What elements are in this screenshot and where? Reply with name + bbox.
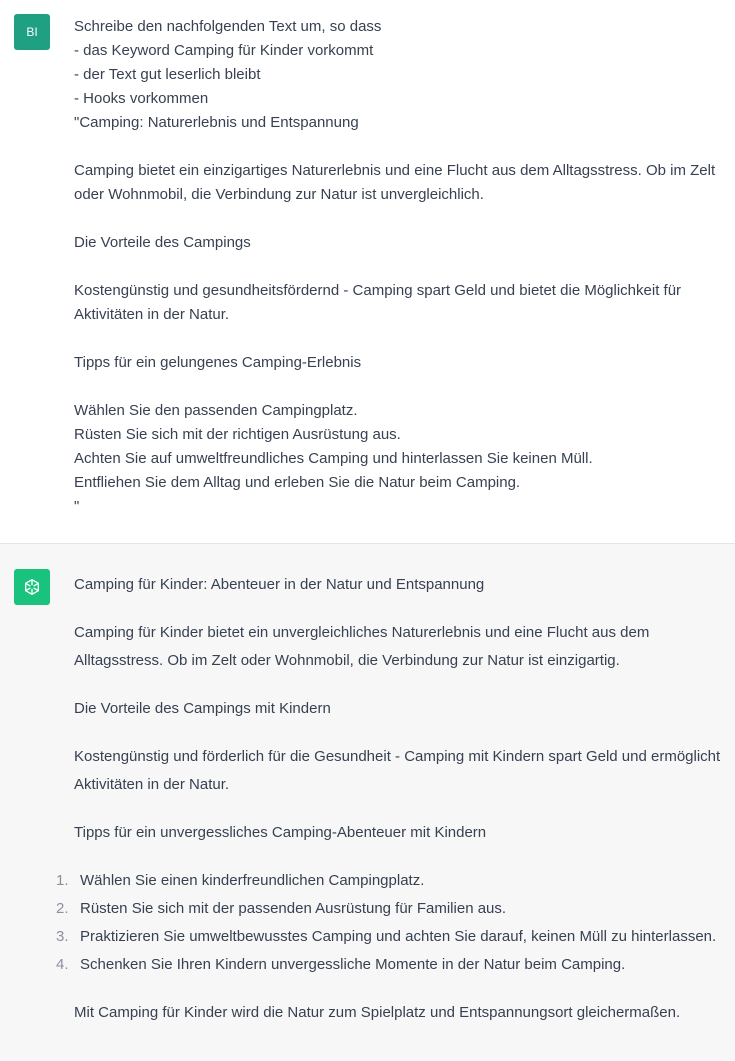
response-intro: Camping für Kinder bietet ein unvergleichliches Naturerlebnis und eine Flucht aus dem Alltagsstress. Ob im Zelt oder Wohnmobil, die Verbindung zur Natur ist einzigartig.	[74, 624, 650, 669]
tips-list	[56, 867, 727, 979]
list-item-text: Praktizieren Sie umweltbewusstes Camping und achten Sie darauf, keinen Müll zu hinterlassen.	[80, 928, 717, 945]
list-item	[56, 867, 727, 895]
response-closing: Mit Camping für Kinder wird die Natur zum Spielplatz und Entspannungsort gleichermaßen.	[74, 1004, 681, 1021]
benefits-heading: Die Vorteile des Campings mit Kindern	[74, 700, 331, 717]
list-item-number: 2.	[56, 900, 69, 917]
assistant-message-content	[56, 571, 727, 1047]
tips-heading: Tipps für ein unvergessliches Camping-Abenteuer mit Kindern	[74, 824, 487, 841]
assistant-message-turn	[0, 544, 735, 1061]
assistant-avatar	[14, 569, 50, 605]
benefits-text: Kostengünstig und förderlich für die Gesundheit - Camping mit Kindern spart Geld und ermöglicht Aktivitäten in der Natur.	[74, 748, 721, 793]
response-title: Camping für Kinder: Abenteuer in der Natur und Entspannung	[74, 576, 485, 593]
list-item-text: Wählen Sie einen kinderfreundlichen Campingplatz.	[80, 872, 425, 889]
list-item	[56, 895, 727, 923]
list-item-text: Schenken Sie Ihren Kindern unvergessliche Momente in der Natur beim Camping.	[80, 956, 626, 973]
user-avatar	[14, 14, 50, 50]
user-message-text: Schreibe den nachfolgenden Text um, so dass - das Keyword Camping für Kinder vorkommt - der Text gut leserlich bleibt - Hooks vorkommen "Camping: Naturerlebnis und Entspannung Camping bietet ein einzigartiges Naturerlebnis und eine Flucht aus dem Alltagsstress. Ob im Zelt oder Wohnmobil, die Verbindung zur Natur ist unvergleichlich. Die Vorteile des Campings Kostengünstig und gesundheitsfördernd - Camping spart Geld und bietet die Möglichkeit für Aktivitäten in der Natur. Tipps für ein gelungenes Camping-Erlebnis Wählen Sie den passenden Campingplatz. Rüsten Sie sich mit der richtigen Ausrüstung aus. Achten Sie auf umweltfreundliches Camping und hinterlassen Sie keinen Müll. Entfliehen Sie dem Alltag und erleben Sie die Natur beim Camping. "	[74, 18, 716, 515]
list-item-text: Rüsten Sie sich mit der passenden Ausrüstung für Familien aus.	[80, 900, 507, 917]
user-avatar-initials: BI	[26, 25, 38, 39]
list-item-number: 3.	[56, 928, 69, 945]
list-item	[56, 951, 727, 979]
list-item-number: 4.	[56, 956, 69, 973]
openai-logo-icon	[21, 576, 43, 598]
list-item	[56, 923, 727, 951]
list-item-number: 1.	[56, 872, 69, 889]
